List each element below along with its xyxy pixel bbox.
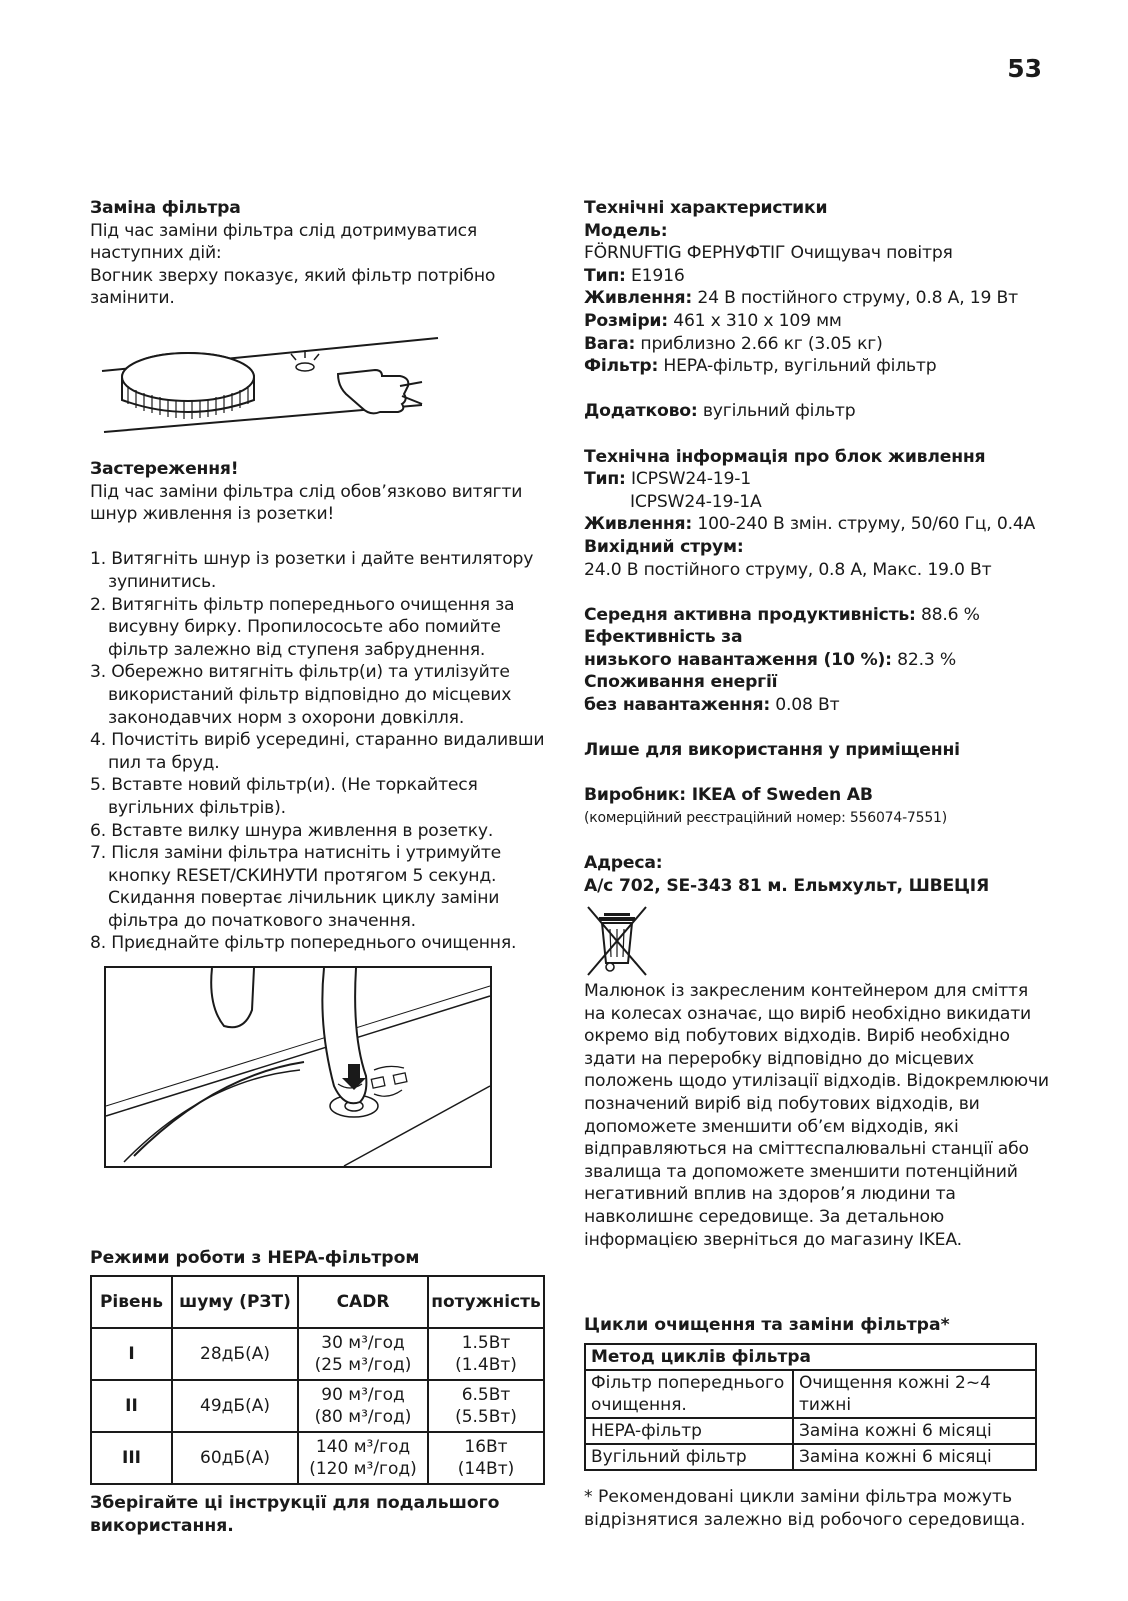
warning-title: Застереження! [90,459,239,479]
filter-intro-1: Під час заміни фільтра слід дотримуватися наступних дій: [90,220,478,264]
left-column [90,197,550,310]
cycles-header: Метод циклів фільтра [585,1344,1036,1370]
noload-line: без навантаження: 0.08 Вт [584,695,840,716]
low-efficiency-line: низького навантаження (10 %): 82.3 % [584,649,956,670]
step-item: 1. Витягніть шнур із розетки і дайте вентилятору зупинитись. [90,549,534,592]
filter-replacement-title: Заміна фільтра [90,198,241,218]
table-row [585,1370,1036,1418]
noise-cell: 49дБ(A) [172,1380,298,1432]
right-column [584,197,1054,897]
cadr-cell: 140 м³/год (120 м³/год) [298,1432,428,1484]
table-row [91,1432,544,1484]
model-label: Модель: [584,220,668,241]
filter-intro-2: Вогник зверху показує, який фільтр потрібно замінити. [90,265,496,309]
table-row [91,1328,544,1380]
level-cell: III [91,1432,172,1484]
header-power: потужність [428,1276,544,1328]
warning-text: Під час заміни фільтра слід обов’язково витягти шнур живлення із розетки! [90,481,523,525]
table-row [585,1418,1036,1444]
filter-line: Фільтр: HEPA-фільтр, вугільний фільтр [584,356,937,377]
extra-line: Додатково: вугільний фільтр [584,401,856,422]
noload-label: Споживання енергії [584,672,778,693]
power-line: Живлення: 24 В постійного струму, 0.8 A, 19 Вт [584,288,1018,309]
crossed-out-wheelie-bin-icon [584,905,650,977]
manufacturer: Виробник: IKEA of Sweden AB [584,785,873,806]
save-instructions-note: Зберігайте ці інструкції для подальшого використання. [90,1493,500,1536]
cadr-cell: 30 м³/год (25 м³/год) [298,1328,428,1380]
step-item: 6. Вставте вилку шнура живлення в розетку. [90,820,494,841]
output-label: Вихідний струм: [584,536,744,557]
output-value: 24.0 В постійного струму, 0.8 A, Макс. 19.0 Вт [584,559,992,580]
modes-title: Режими роботи з HEPA-фільтром [90,1248,420,1268]
step-item: 8. Приєднайте фільтр попереднього очищення. [90,933,517,954]
purifier-illustration [100,320,440,440]
level-cell: II [91,1380,172,1432]
weight-line: Вага: приблизно 2.66 кг (3.05 кг) [584,333,883,354]
size-line: Розміри: 461 x 310 x 109 мм [584,310,842,331]
type-line: Тип: E1916 [584,265,685,286]
psu-title: Технічна інформація про блок живлення [584,446,986,467]
table-row [585,1444,1036,1470]
address-value: А/с 702, SE-343 81 м. Ельмхульт, ШВЕЦІЯ [584,875,990,896]
power-cell: 16Вт (14Вт) [428,1432,544,1484]
step-item: 7. Після заміни фільтра натисніть і утримуйте кнопку RESET/СКИНУТИ протягом 5 секунд. Скидання повертає лічильник циклу заміни фільтра до початкового значення. [90,843,502,931]
spec-title: Технічні характеристики [584,198,828,218]
header-noise: шуму (РЗТ) [172,1276,298,1328]
noise-cell: 60дБ(A) [172,1432,298,1484]
reset-illustration [104,966,492,1168]
steps-list [90,548,550,955]
psu-type-line-2: ICPSW24-19-1A [630,491,762,512]
psu-type-line: Тип: ICPSW24-19-1 [584,469,752,490]
table-row [91,1380,544,1432]
modes-header-row [91,1276,544,1328]
cycles-header-row [585,1344,1036,1370]
weee-text: Малюнок із закресленим контейнером для сміття на колесах означає, що виріб необхідно викидати окремо від побутових відходів. Виріб необхідно здати на переробку відповідно до місцевих положень щодо утилізації відходів. Відокремлюючи позначений виріб від побутових відходів, ви допоможете зменшити об’єм відходів, які відправляються на сміттєспалювальні станції або звалища та допоможете зменшити потенційний негативний вплив на здоров’я людини та навколишнє середовище. За детальною інформацією зверніться до магазину IKEA. [584,981,1049,1250]
level-cell: I [91,1328,172,1380]
filter-action-cell: Заміна кожні 6 місяці [793,1418,1036,1444]
modes-table [90,1275,545,1485]
step-item: 2. Витягніть фільтр попереднього очищення за висувну бирку. Пропилососьте або помийте фільтр залежно від ступеня забруднення. [90,594,515,660]
cadr-cell: 90 м³/год (80 м³/год) [298,1380,428,1432]
cycles-title: Цикли очищення та заміни фільтра* [584,1315,950,1335]
avg-efficiency-line: Середня активна продуктивність: 88.6 % [584,604,980,625]
noise-cell: 28дБ(A) [172,1328,298,1380]
step-item: 4. Почистіть виріб усередині, старанно видаливши пил та бруд. [90,730,545,773]
low-efficiency-label: Ефективність за [584,627,743,648]
page-number: 53 [1007,54,1042,83]
cycles-footnote: * Рекомендовані цикли заміни фільтра можуть відрізнятися залежно від робочого середовища. [584,1487,1026,1530]
indoor-use-note: Лише для використання у приміщенні [584,740,960,761]
step-item: 5. Вставте новий фільтр(и). (Не торкайтеся вугільних фільтрів). [90,775,478,818]
warning-block [90,458,550,955]
header-level: Рівень [91,1276,172,1328]
cycles-table [584,1343,1037,1471]
filter-action-cell: Очищення кожні 2~4 тижні [793,1370,1036,1418]
filter-name-cell: Фільтр попереднього очищення. [585,1370,793,1418]
psu-power-line: Живлення: 100-240 В змін. струму, 50/60 Гц, 0.4A [584,514,1036,535]
model-value: FÖRNUFTIG ФЕРНУФТІГ Очищувач повітря [584,243,953,264]
step-item: 3. Обережно витягніть фільтр(и) та утилізуйте використаний фільтр відповідно до місцевих законодавчих норм з охорони довкілля. [90,662,512,728]
registration-number: (комерційний реєстраційний номер: 556074-7551) [584,810,948,827]
weee-text-block [584,980,1054,1251]
power-cell: 6.5Вт (5.5Вт) [428,1380,544,1432]
filter-name-cell: HEPA-фільтр [585,1418,793,1444]
filter-action-cell: Заміна кожні 6 місяці [793,1444,1036,1470]
address-label: Адреса: [584,853,663,874]
header-cadr: CADR [298,1276,428,1328]
filter-name-cell: Вугільний фільтр [585,1444,793,1470]
power-cell: 1.5Вт (1.4Вт) [428,1328,544,1380]
